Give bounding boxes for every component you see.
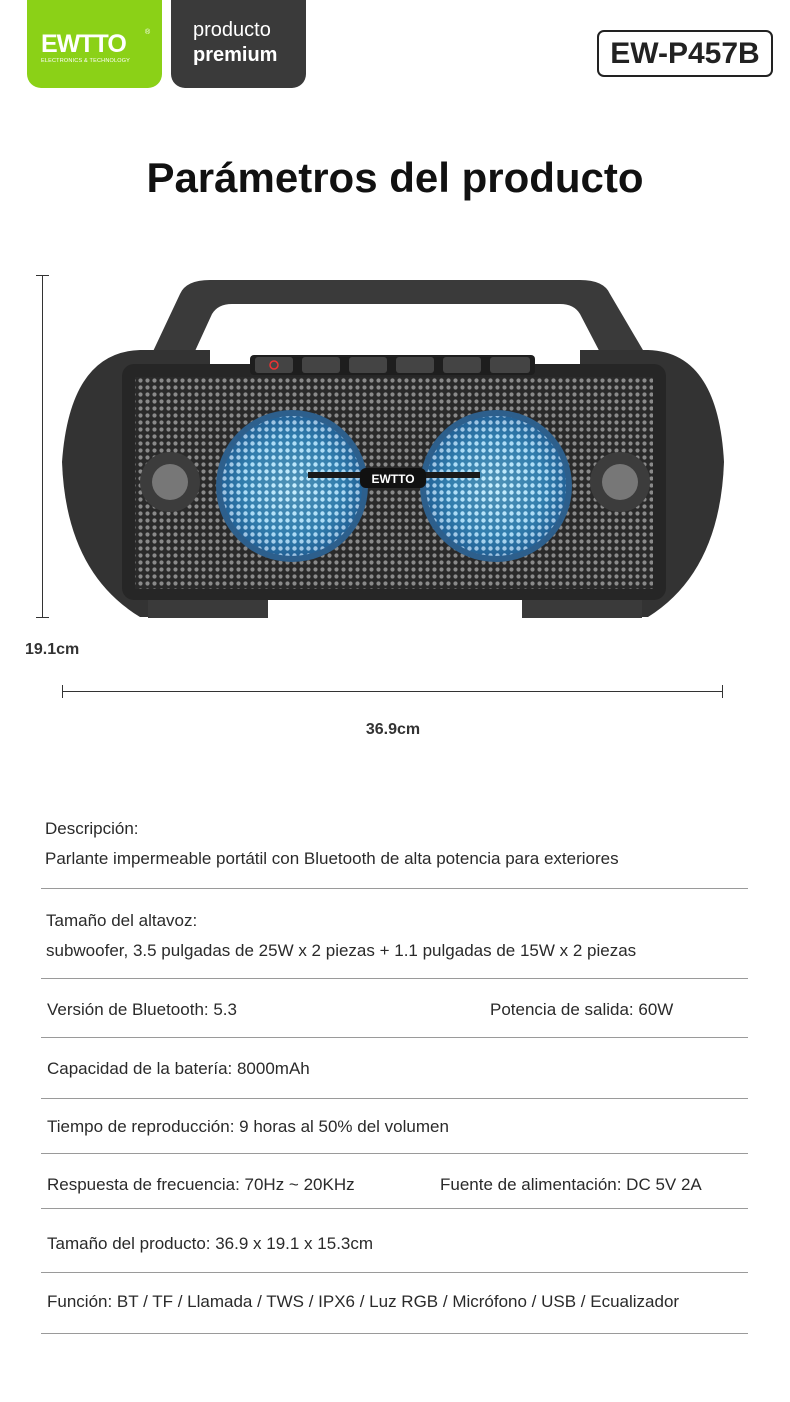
spec-description-value: Parlante impermeable portátil con Bluetooth de alta potencia para exteriores: [45, 849, 619, 868]
spec-description-label: Descripción:: [45, 819, 139, 838]
premium-line-1: producto: [193, 19, 271, 41]
spec-bluetooth: Versión de Bluetooth: 5.3: [47, 1000, 237, 1019]
spec-output-power: Potencia de salida: 60W: [490, 1000, 674, 1019]
height-dimension-line: [42, 275, 43, 618]
brand-tagline: ELECTRONICS & TECHNOLOGY: [41, 58, 131, 64]
divider: [41, 1333, 748, 1334]
brand-logo-text: EWTTO: [41, 30, 126, 58]
spec-battery: Capacidad de la batería: 8000mAh: [47, 1059, 310, 1078]
divider: [41, 1208, 748, 1209]
speaker-image: [60, 272, 728, 624]
premium-badge: [171, 0, 306, 88]
registered-mark: ®: [145, 29, 151, 36]
width-dimension-line: [62, 691, 723, 692]
divider: [41, 1098, 748, 1099]
spec-frequency-response: Respuesta de frecuencia: 70Hz ~ 20KHz: [47, 1175, 355, 1194]
width-tick-left: [62, 685, 63, 698]
brand-logo: [27, 0, 162, 88]
spec-product-size: Tamaño del producto: 36.9 x 19.1 x 15.3cm: [47, 1234, 374, 1253]
page-title: Parámetros del producto: [146, 154, 644, 201]
spec-power-supply: Fuente de alimentación: DC 5V 2A: [440, 1175, 702, 1194]
width-label: 36.9cm: [365, 721, 421, 738]
spec-functions: Función: BT / TF / Llamada / TWS / IPX6 / Luz RGB / Micrófono / USB / Ecualizador: [47, 1292, 680, 1311]
height-tick-bottom: [36, 617, 49, 618]
divider: [41, 978, 748, 979]
spec-driver-size-value: subwoofer, 3.5 pulgadas de 25W x 2 piezas + 1.1 pulgadas de 15W x 2 piezas: [46, 941, 637, 960]
divider: [41, 1153, 748, 1154]
divider: [41, 1272, 748, 1273]
model-number: EW-P457B: [597, 30, 773, 77]
divider: [41, 1037, 748, 1038]
width-tick-right: [722, 685, 723, 698]
height-label: 19.1cm: [25, 641, 80, 658]
height-tick-top: [36, 275, 49, 276]
premium-line-2: premium: [193, 44, 278, 66]
divider: [41, 888, 748, 889]
spec-playtime: Tiempo de reproducción: 9 horas al 50% del volumen: [47, 1117, 449, 1136]
spec-driver-size-label: Tamaño del altavoz:: [46, 911, 198, 930]
speaker-grille-logo: EWTTO: [371, 472, 415, 486]
